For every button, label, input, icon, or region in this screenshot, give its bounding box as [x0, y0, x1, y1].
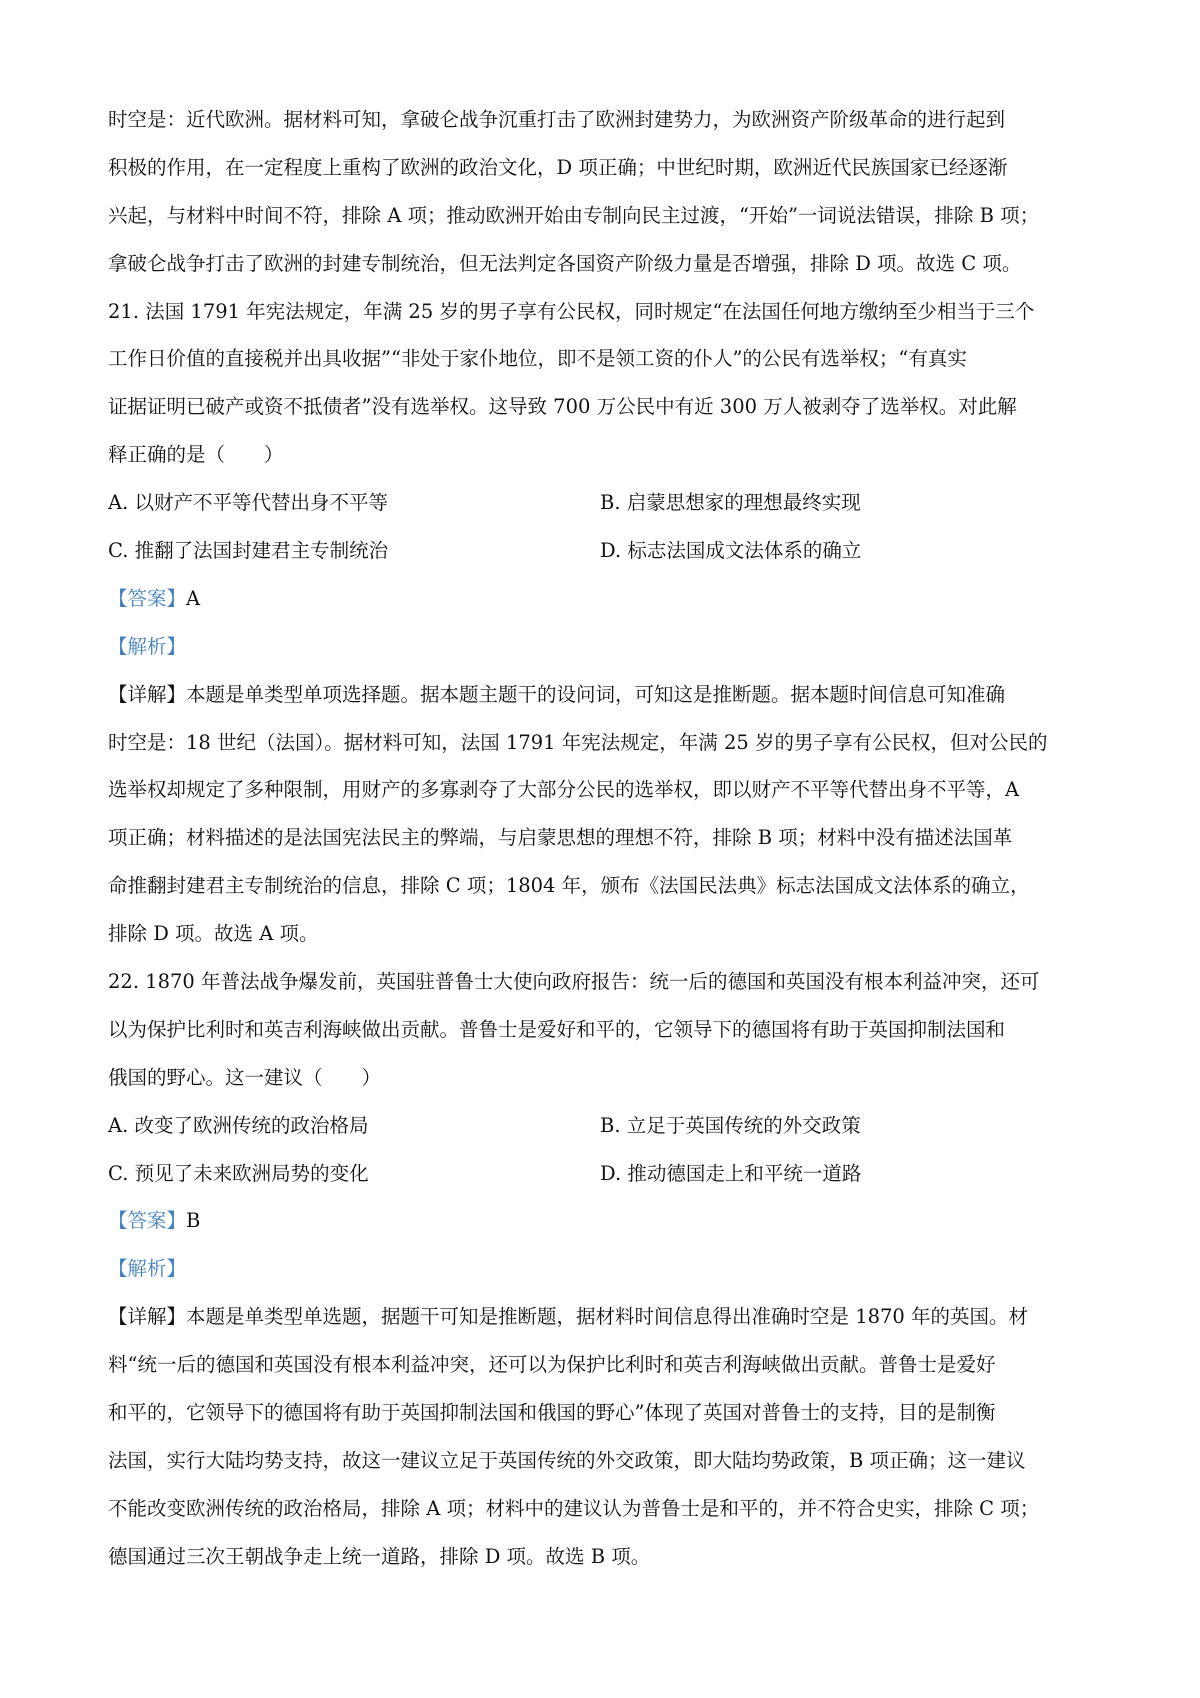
option-row [108, 527, 1092, 575]
question-stem-line: 释正确的是（ ） [108, 443, 284, 467]
option-b: B. 立足于英国传统的外交政策 [600, 1113, 861, 1137]
question-stem-line: 证据证明已破产或资不抵债者”没有选举权。这导致 700 万公民中有近 300 万人被剥夺了选举权。对此解 [108, 395, 1017, 419]
detail-line: 料“统一后的德国和英国没有根本利益冲突，还可以为保护比利时和英吉利海峡做出贡献。普鲁士是爱好 [108, 1353, 996, 1377]
answer-line [108, 1197, 1092, 1245]
answer-tag: 【答案】 [108, 1209, 187, 1233]
option-d: D. 标志法国成文法体系的确立 [600, 539, 862, 563]
detail-line: 项正确；材料描述的是法国宪法民主的弊端，与启蒙思想的理想不符，排除 B 项；材料中没有描述法国革 [108, 826, 1013, 850]
analysis-heading [108, 623, 1092, 671]
question-21 [108, 288, 1092, 958]
question-stem-line: 俄国的野心。这一建议（ ） [108, 1065, 382, 1089]
prev-analysis-line: 积极的作用，在一定程度上重构了欧洲的政治文化，D 项正确；中世纪时期，欧洲近代民族国家已经逐渐 [108, 155, 1008, 179]
option-a: A. 改变了欧洲传统的政治格局 [108, 1113, 369, 1137]
option-row [108, 1150, 1092, 1198]
detail-line: 法国，实行大陆均势支持，故这一建议立足于英国传统的外交政策，即大陆均势政策，B 项正确；这一建议 [108, 1448, 1026, 1472]
detail-tag: 【详解】 [108, 682, 187, 706]
prev-analysis [108, 96, 1092, 288]
prev-analysis-line: 时空是：近代欧洲。据材料可知，拿破仑战争沉重打击了欧洲封建势力，为欧洲资产阶级革命的进行起到 [108, 108, 1006, 131]
question-stem-line: 22. 1870 年普法战争爆发前，英国驻普鲁士大使向政府报告：统一后的德国和英国没有根本利益冲突，还可 [108, 970, 1040, 994]
detail-line [108, 671, 1092, 719]
exam-page [108, 96, 1092, 1581]
answer-value: A [186, 586, 201, 610]
detail-line: 命推翻封建君主专制统治的信息，排除 C 项；1804 年，颁布《法国民法典》标志法国成文法体系的确立， [108, 874, 1030, 898]
answer-line [108, 575, 1092, 623]
option-c: C. 预见了未来欧洲局势的变化 [108, 1161, 369, 1185]
option-row [108, 479, 1092, 527]
detail-tag: 【详解】 [108, 1305, 187, 1329]
detail-line: 排除 D 项。故选 A 项。 [108, 922, 319, 946]
detail-text: 本题是单类型单选题，据题干可知是推断题，据材料时间信息得出准确时空是 1870 年的英国。材 [186, 1305, 1029, 1329]
answer-value: B [186, 1209, 201, 1233]
detail-line [108, 1293, 1092, 1341]
question-stem-line: 21. 法国 1791 年宪法规定，年满 25 岁的男子享有公民权，同时规定“在法国任何地方缴纳至少相当于三个 [108, 299, 1035, 323]
option-a: A. 以财产不平等代替出身不平等 [108, 491, 388, 515]
answer-tag: 【答案】 [108, 586, 187, 610]
option-c: C. 推翻了法国封建君主专制统治 [108, 539, 389, 563]
analysis-heading [108, 1245, 1092, 1293]
option-b: B. 启蒙思想家的理想最终实现 [600, 491, 861, 515]
detail-line: 德国通过三次王朝战争走上统一道路，排除 D 项。故选 B 项。 [108, 1544, 651, 1568]
detail-line: 不能改变欧洲传统的政治格局，排除 A 项；材料中的建议认为普鲁士是和平的，并不符合史实，排除 C 项； [108, 1496, 1040, 1520]
option-row [108, 1102, 1092, 1150]
prev-analysis-line: 兴起，与材料中时间不符，排除 A 项；推动欧洲开始由专制向民主过渡，“开始”一词说法错误，排除 B 项； [108, 203, 1040, 227]
analysis-tag: 【解析】 [108, 1257, 187, 1281]
question-22 [108, 958, 1092, 1581]
detail-line: 时空是：18 世纪（法国）。据材料可知，法国 1791 年宪法规定，年满 25 岁的男子享有公民权，但对公民的 [108, 730, 1048, 754]
detail-line: 和平的，它领导下的德国将有助于英国抑制法国和俄国的野心”体现了英国对普鲁士的支持，目的是制衡 [108, 1401, 996, 1425]
question-stem-line: 工作日价值的直接税并出具收据”“非处于家仆地位，即不是领工资的仆人”的公民有选举权；“有真实 [108, 347, 967, 371]
detail-text: 本题是单类型单项选择题。据本题主题干的设问词，可知这是推断题。据本题时间信息可知准确 [186, 682, 1006, 706]
option-d: D. 推动德国走上和平统一道路 [600, 1161, 862, 1185]
question-stem-line: 以为保护比利时和英吉利海峡做出贡献。普鲁士是爱好和平的，它领导下的德国将有助于英国抑制法国和 [108, 1017, 1006, 1041]
analysis-tag: 【解析】 [108, 634, 187, 658]
detail-line: 选举权却规定了多种限制，用财产的多寡剥夺了大部分公民的选举权，即以财产不平等代替出身不平等，A [108, 778, 1020, 802]
prev-analysis-line: 拿破仑战争打击了欧洲的封建专制统治，但无法判定各国资产阶级力量是否增强，排除 D 项。故选 C 项。 [108, 251, 1022, 275]
